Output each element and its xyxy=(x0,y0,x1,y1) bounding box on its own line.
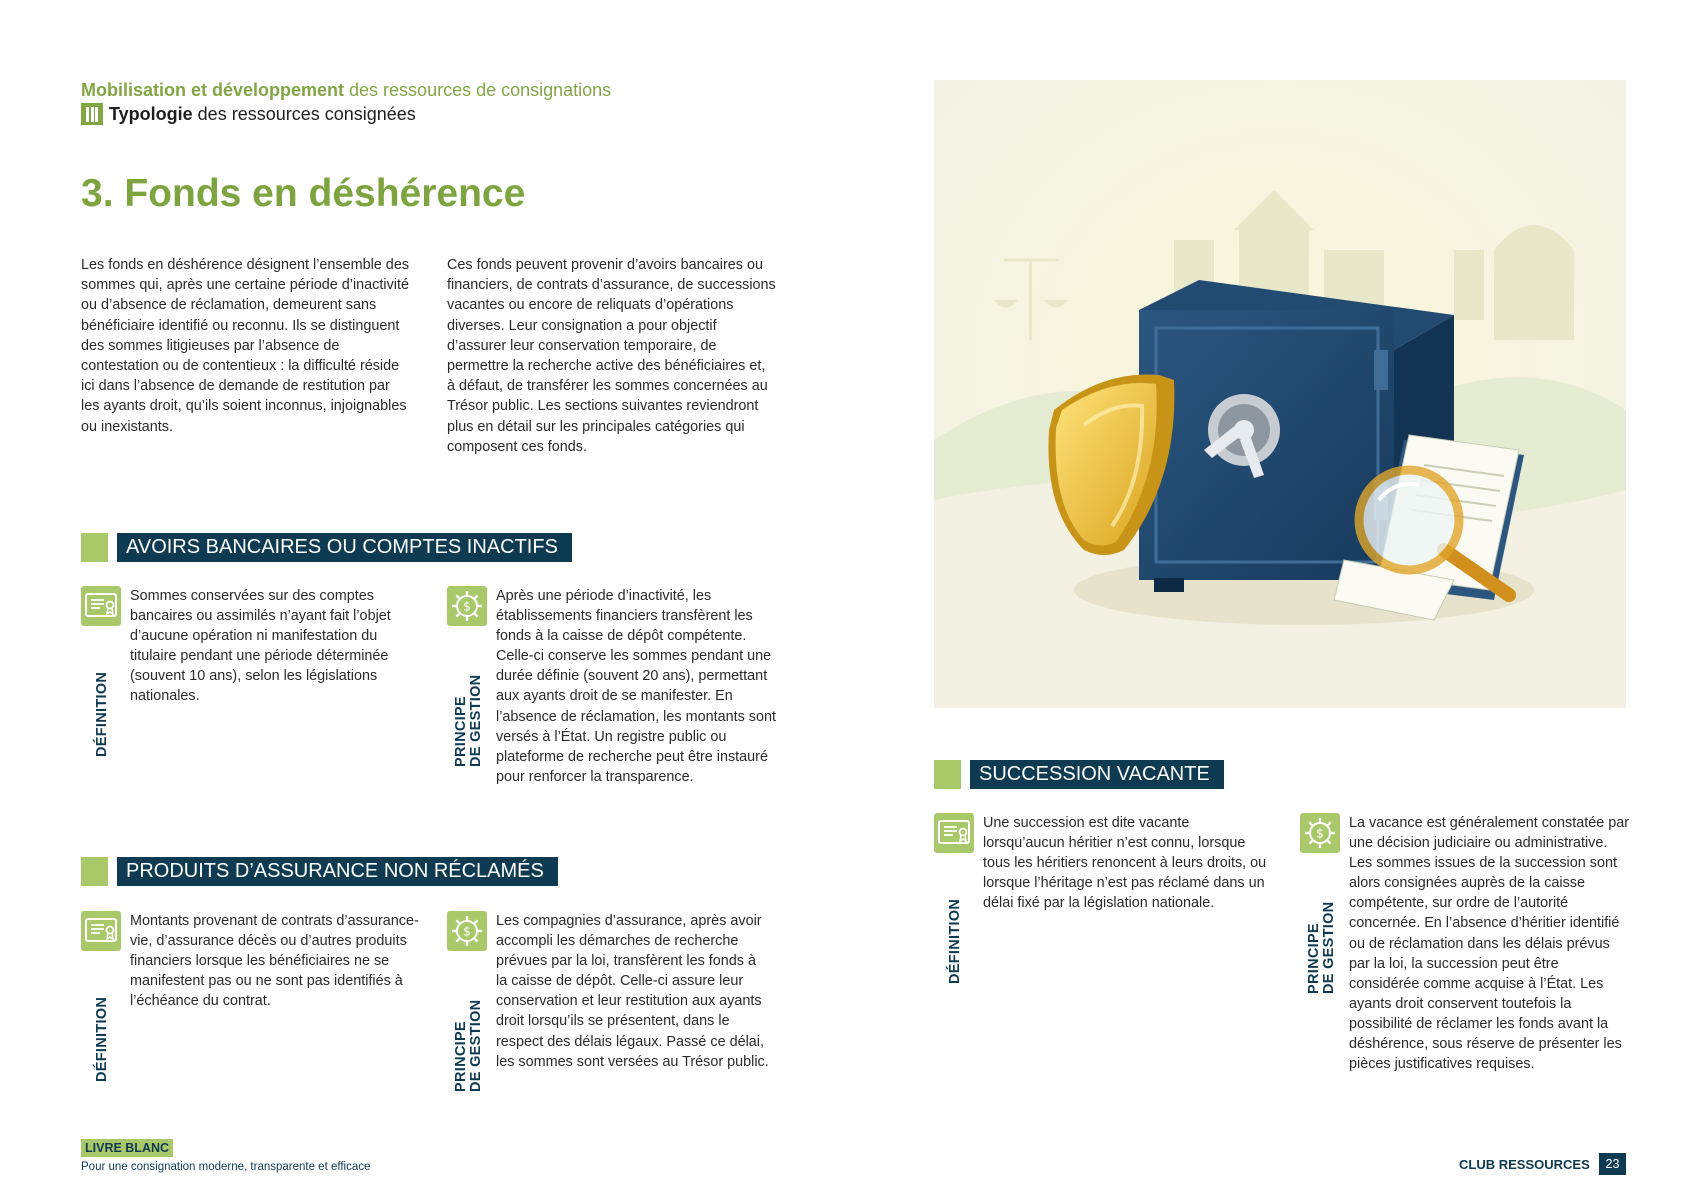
definition-text-avoirs: Sommes conservées sur des comptes bancaires ou assimilés n’ayant fait l’objet d’aucune opération ni manifestation du titulaire pendant une période déterminée (souvent 10 ans), selon les législations nationales. xyxy=(130,588,391,705)
principe-block-avoirs xyxy=(447,586,787,826)
section-title-assurance: PRODUITS D’ASSURANCE NON RÉCLAMÉS xyxy=(117,857,558,886)
breadcrumb-subsection-rest: des ressources consignées xyxy=(192,103,416,124)
certificate-icon xyxy=(934,813,974,853)
livre-blanc-subtitle: Pour une consignation moderne, transparente et efficace xyxy=(81,1161,371,1173)
principe-block-assurance xyxy=(447,911,787,1111)
breadcrumb-section-rest: des ressources de consignations xyxy=(344,80,612,100)
gear-money-icon xyxy=(447,586,487,626)
principe-block-succession xyxy=(1300,813,1630,1113)
section-title-avoirs: AVOIRS BANCAIRES OU COMPTES INACTIFS xyxy=(117,533,572,562)
definition-block-assurance xyxy=(81,911,421,1082)
gear-money-icon xyxy=(1300,813,1340,853)
svg-text:$: $ xyxy=(463,924,471,939)
livre-blanc-badge: LIVRE BLANC xyxy=(81,1139,173,1157)
page-number: 23 xyxy=(1599,1153,1626,1175)
certificate-icon xyxy=(81,911,121,951)
principe-text-avoirs: Après une période d’inactivité, les établissements financiers transfèrent les fonds à la caisse de dépôt compétente. Celle-ci conserve les sommes pendant une durée définie (souvent 20 ans), permettant aux ayants droit de se manifester. En l’absence de réclamation, les montants sont versés à l’État. Un registre public ou plateforme de recherche peut être instauré pour renforcer la transparence. xyxy=(496,588,776,785)
breadcrumb-subsection xyxy=(81,103,416,125)
principe-label: PRINCIPE DE GESTION xyxy=(1306,901,1337,994)
breadcrumb-subsection-bold: Typologie xyxy=(109,103,193,124)
definition-text-assurance: Montants provenant de contrats d’assurance-vie, d’assurance décès ou d’autres produits financiers lorsque les bénéficiaires ne se manifestent pas ou ne sont pas identifiés à l’échéance du contrat. xyxy=(130,913,419,1010)
principe-text-assurance: Les compagnies d’assurance, après avoir accompli les démarches de recherche prévues par la loi, transfèrent les fonds à la caisse de dépôt. Celle-ci assure leur conservation et leur restitution aux ayants droit lorsqu’ils se présentent, dans le respect des délais légaux. Passé ce délai, les sommes sont versées au Trésor public. xyxy=(496,913,769,1070)
bars-icon xyxy=(81,103,103,125)
svg-text:$: $ xyxy=(463,599,471,614)
section-square xyxy=(934,760,961,789)
section-title-succession: SUCCESSION VACANTE xyxy=(970,760,1224,789)
safe-illustration xyxy=(934,80,1626,708)
breadcrumb-section xyxy=(81,80,611,101)
section-square xyxy=(81,857,108,886)
intro-column-2: Ces fonds peuvent provenir d’avoirs bancaires ou financiers, de contrats d’assurance, de successions vacantes ou encore de reliquats d’opérations diverses. Leur consignation a pour objectif d’assurer leur conservation temporaire, de permettre la recherche active des bénéficiaires et, à défaut, de transférer les sommes concernées au Trésor public. Les sections suivantes reviendront plus en détail sur les principales catégories qui composent ces fonds. xyxy=(447,257,776,455)
section-header-assurance xyxy=(81,857,558,886)
intro-column-1: Les fonds en déshérence désignent l’ensemble des sommes qui, après une certaine période d’inactivité ou d’absence de réclamation, demeurent sans bénéficiaire identifié ou reconnu. Ils se distinguent des sommes litigieuses par l’absence de contestation ou de contentieux : la difficulté réside ici dans l’absence de demande de restitution par les ayants droit, qu’ils soient inconnus, injoignables ou inexistants. xyxy=(81,257,410,435)
gear-money-icon xyxy=(447,911,487,951)
section-header-succession xyxy=(934,760,1224,789)
definition-label: DÉFINITION xyxy=(94,996,110,1082)
club-ressources-label: CLUB RESSOURCES xyxy=(1459,1157,1590,1172)
svg-text:$: $ xyxy=(1316,826,1324,841)
page-title: 3. Fonds en déshérence xyxy=(81,172,526,215)
principe-label: PRINCIPE DE GESTION xyxy=(453,674,484,767)
section-header-avoirs xyxy=(81,533,572,562)
definition-label: DÉFINITION xyxy=(94,671,110,757)
definition-text-succession: Une succession est dite vacante lorsqu’aucun héritier n’est connu, lorsque tous les héritiers renoncent à leurs droits, ou lorsque l’héritage n’est pas réclamé dans un délai fixé par la législation nationale. xyxy=(983,815,1267,912)
breadcrumb-section-bold: Mobilisation et développement xyxy=(81,80,345,100)
certificate-icon xyxy=(81,586,121,626)
definition-block-succession xyxy=(934,813,1274,984)
section-square xyxy=(81,533,108,562)
definition-block-avoirs xyxy=(81,586,421,757)
definition-label: DÉFINITION xyxy=(947,898,963,984)
principe-text-succession: La vacance est généralement constatée par une décision judiciaire ou administrative. Les sommes issues de la succession sont alors consignées auprès de la caisse compétente, sur ordre de l’autorité concernée. En l’absence d’héritier identifié ou de réclamation dans les délais prévus par la loi, la succession peut être considérée comme acquise à l’État. Les ayants droit conservent toutefois la possibilité de réclamer les fonds avant la déshérence, sous réserve de présenter les pièces justificatives requises. xyxy=(1349,815,1629,1073)
principe-label: PRINCIPE DE GESTION xyxy=(453,999,484,1092)
